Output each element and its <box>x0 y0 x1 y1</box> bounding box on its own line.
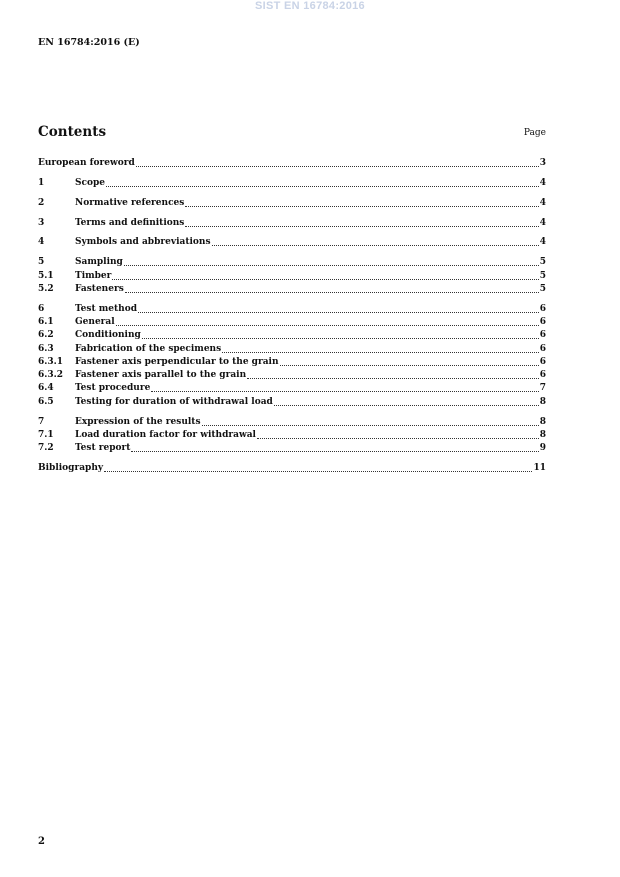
toc-entry-number: 7 <box>38 416 45 427</box>
table-of-contents <box>38 157 546 475</box>
toc-entry-title: Symbols and abbreviations <box>75 237 211 248</box>
toc-entry-title: Test procedure <box>75 383 151 394</box>
dot-leader <box>280 364 539 366</box>
toc-entry-page: 8 <box>539 396 546 407</box>
toc-entry[interactable] <box>38 177 546 190</box>
dot-leader <box>112 278 538 280</box>
toc-entry-number: 7.2 <box>38 443 54 454</box>
dot-leader <box>142 337 539 339</box>
toc-entry[interactable] <box>38 316 546 329</box>
toc-entry-title: Fastener axis perpendicular to the grain <box>75 356 279 367</box>
toc-entry-title: Fasteners <box>75 283 124 294</box>
dot-leader <box>257 437 539 439</box>
toc-entry-number: 1 <box>38 178 45 189</box>
toc-entry[interactable] <box>38 269 546 282</box>
toc-entry-page: 9 <box>539 443 546 454</box>
toc-entry[interactable] <box>38 356 546 369</box>
dot-leader <box>136 165 539 167</box>
toc-entry[interactable] <box>38 369 546 382</box>
toc-entry-title: Testing for duration of withdrawal load <box>75 396 273 407</box>
toc-entry[interactable] <box>38 216 546 229</box>
toc-entry[interactable] <box>38 157 546 170</box>
dot-leader <box>104 470 532 472</box>
toc-entry[interactable] <box>38 395 546 408</box>
toc-entry-page: 6 <box>539 343 546 354</box>
dot-leader <box>222 351 539 353</box>
toc-entry-title: European foreword <box>38 158 135 169</box>
toc-entry-number: 5.1 <box>38 270 54 281</box>
toc-entry-number: 5.2 <box>38 283 54 294</box>
toc-entry-title: Conditioning <box>75 330 141 341</box>
contents-title: Contents <box>38 124 107 140</box>
toc-entry-number: 6.3.2 <box>38 370 64 381</box>
toc-entry[interactable] <box>38 442 546 455</box>
toc-entry-number: 6.5 <box>38 396 54 407</box>
toc-entry-page: 4 <box>539 237 546 248</box>
toc-entry-title: Bibliography <box>38 462 104 473</box>
dot-leader <box>185 225 538 227</box>
toc-entry-title: Test report <box>75 443 131 454</box>
toc-entry-number: 5 <box>38 257 45 268</box>
toc-entry-page: 11 <box>533 462 546 473</box>
toc-entry-title: Load duration factor for withdrawal <box>75 429 256 440</box>
dot-leader <box>151 390 538 392</box>
toc-entry[interactable] <box>38 236 546 249</box>
toc-entry[interactable] <box>38 256 546 269</box>
toc-entry-number: 6 <box>38 303 45 314</box>
toc-entry[interactable] <box>38 283 546 296</box>
toc-entry-page: 6 <box>539 330 546 341</box>
toc-entry-title: Sampling <box>75 257 123 268</box>
toc-entry-page: 6 <box>539 356 546 367</box>
dot-leader <box>274 404 539 406</box>
toc-entry-number: 6.3 <box>38 343 54 354</box>
toc-entry-title: Scope <box>75 178 106 189</box>
toc-entry-title: Terms and definitions <box>75 217 185 228</box>
toc-entry-number: 6.4 <box>38 383 54 394</box>
toc-entry[interactable] <box>38 329 546 342</box>
toc-entry-number: 4 <box>38 237 45 248</box>
dot-leader <box>131 450 538 452</box>
toc-entry-number: 6.1 <box>38 316 54 327</box>
toc-entry[interactable] <box>38 302 546 315</box>
toc-entry-page: 4 <box>539 197 546 208</box>
toc-entry-title: Test method <box>75 303 137 314</box>
page-number: 2 <box>38 836 45 847</box>
toc-entry-page: 5 <box>539 270 546 281</box>
toc-entry-title: General <box>75 316 115 327</box>
toc-entry[interactable] <box>38 429 546 442</box>
dot-leader <box>124 264 539 266</box>
toc-entry-number: 7.1 <box>38 429 54 440</box>
dot-leader <box>202 424 539 426</box>
toc-entry[interactable] <box>38 462 546 475</box>
dot-leader <box>247 377 539 379</box>
toc-entry-number: 6.2 <box>38 330 54 341</box>
watermark: SIST EN 16784:2016 <box>255 0 365 12</box>
toc-entry-page: 4 <box>539 217 546 228</box>
toc-entry-page: 7 <box>539 383 546 394</box>
toc-entry-page: 6 <box>539 316 546 327</box>
toc-entry-title: Timber <box>75 270 112 281</box>
toc-entry[interactable] <box>38 197 546 210</box>
toc-entry-page: 3 <box>539 158 546 169</box>
dot-leader <box>212 244 539 246</box>
toc-entry-page: 4 <box>539 178 546 189</box>
dot-leader <box>185 205 538 207</box>
toc-entry-number: 3 <box>38 217 45 228</box>
toc-entry[interactable] <box>38 382 546 395</box>
dot-leader <box>125 291 539 293</box>
toc-entry-page: 5 <box>539 283 546 294</box>
toc-entry-page: 6 <box>539 303 546 314</box>
document-header: EN 16784:2016 (E) <box>38 37 140 48</box>
toc-entry[interactable] <box>38 342 546 355</box>
toc-entry-number: 2 <box>38 197 45 208</box>
dot-leader <box>116 324 539 326</box>
dot-leader <box>106 185 539 187</box>
toc-entry-number: 6.3.1 <box>38 356 64 367</box>
toc-entry-page: 8 <box>539 429 546 440</box>
toc-entry-title: Fastener axis parallel to the grain <box>75 370 247 381</box>
toc-entry-title: Fabrication of the specimens <box>75 343 222 354</box>
page-column-label: Page <box>523 128 546 138</box>
toc-entry[interactable] <box>38 415 546 428</box>
toc-entry-page: 8 <box>539 416 546 427</box>
toc-entry-page: 6 <box>539 370 546 381</box>
toc-entry-title: Expression of the results <box>75 416 201 427</box>
dot-leader <box>138 311 539 313</box>
toc-entry-page: 5 <box>539 257 546 268</box>
toc-entry-title: Normative references <box>75 197 185 208</box>
